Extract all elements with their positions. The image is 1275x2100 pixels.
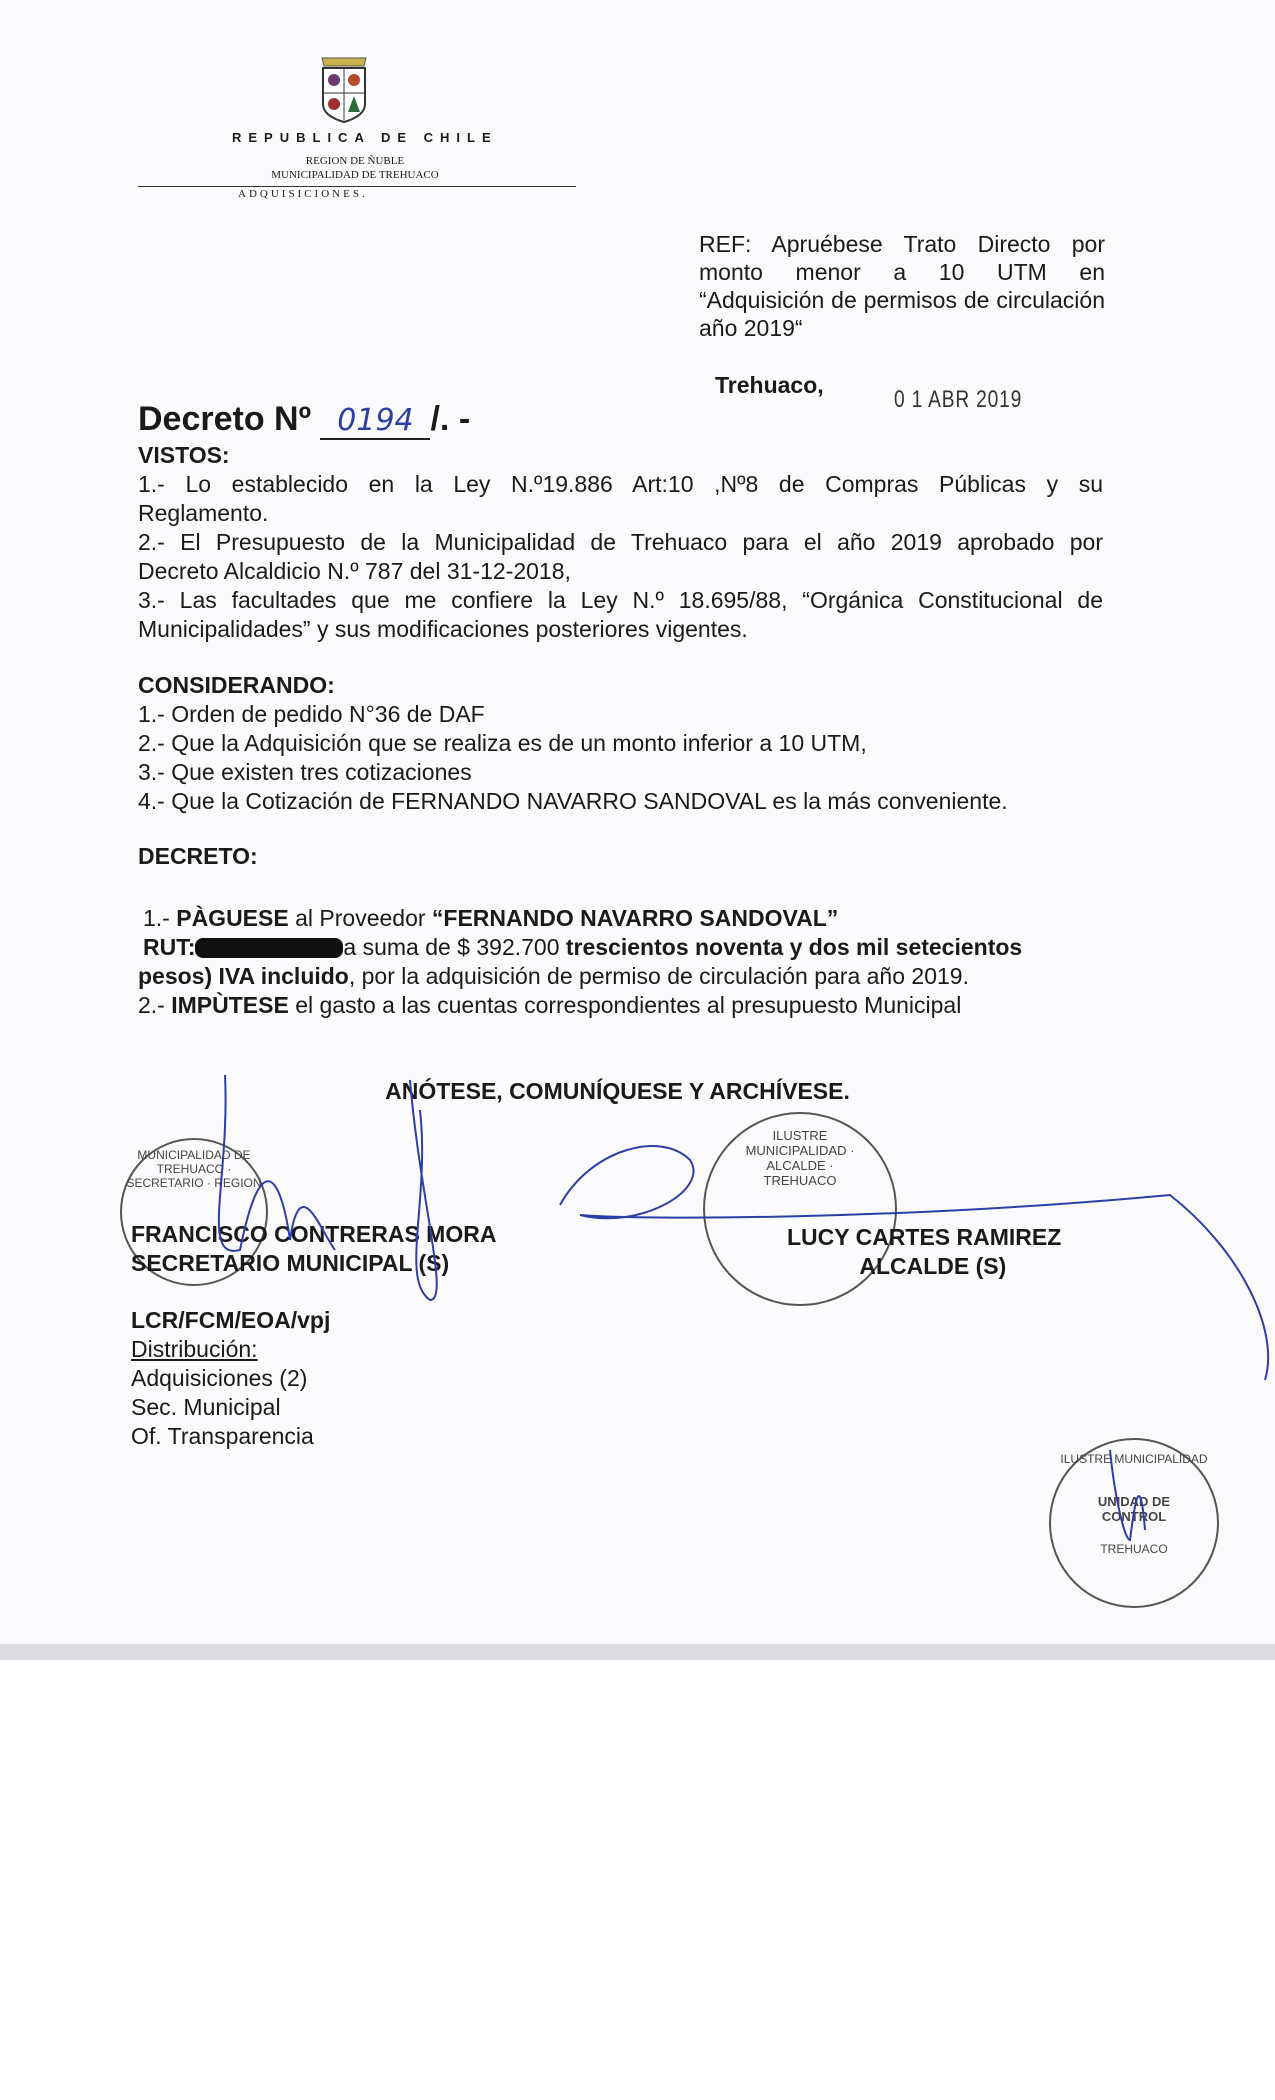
closing-text: ANÓTESE, COMUNÍQUESE Y ARCHÍVESE. [385,1078,850,1104]
place-label: Trehuaco, [715,372,824,398]
considerando-section [138,671,1103,816]
secretary-seal: MUNICIPALIDAD DE TREHUACO · SECRETARIO · REGION [120,1138,268,1286]
considerando-line: 3.- Que existen tres cotizaciones [138,759,472,785]
considerando-line: 4.- Que la Cotización de FERNANDO NAVARRO SANDOVAL es la más conveniente. [138,788,1008,814]
vistos-section [138,441,1103,644]
vistos-line: 3.- Las facultades que me confiere la Ley N.º 18.695/88, “Orgánica Constitucional de [138,587,1103,613]
decreto-body [138,904,1103,1020]
vistos-line: Reglamento. [138,500,269,526]
page-edge [0,1644,1275,1660]
decreto-line-3: pesos) IVA incluido, por la adquisición de permiso de circulación para año 2019. [138,963,969,989]
signer-name: LUCY CARTES RAMIREZ [787,1224,1062,1250]
redacted-rut [195,938,343,958]
considerando-line: 1.- Orden de pedido N°36 de DAF [138,701,485,727]
considerando-line: 2.- Que la Adquisición que se realiza es de un monto inferior a 10 UTM, [138,730,867,756]
distribution-item: Sec. Municipal [131,1394,281,1420]
control-seal: ILUSTRE MUNICIPALIDAD UNIDAD DE CONTROL TREHUACO [1049,1438,1219,1608]
decreto-section [138,842,1103,871]
signer-title: SECRETARIO MUNICIPAL (S) [131,1250,450,1276]
coat-of-arms-logo [318,54,370,124]
vistos-title: VISTOS: [138,442,230,468]
distribution-title: Distribución: [131,1336,258,1362]
country-header: REPUBLICA DE CHILE [232,130,498,145]
distribution-item: Of. Transparencia [131,1423,314,1449]
decree-number: 0194 [320,403,430,440]
header-divider [138,186,576,187]
municipality-header: MUNICIPALIDAD DE TREHUACO [271,169,439,181]
decree-suffix: /. - [430,400,471,438]
region-header: REGION DE ÑUBLE [305,155,405,167]
reference-text: REF: Apruébese Trato Directo por monto menor a 10 UTM en “Adquisición de permisos de circulación año 2019“ [699,231,1105,341]
decree-title [138,400,470,440]
vistos-line: Municipalidades” y sus modificaciones posteriores vigentes. [138,616,748,642]
date-stamp: 0 1 ABR 2019 [894,386,1023,413]
decreto-line-4: 2.- IMPÙTESE el gasto a las cuentas correspondientes al presupuesto Municipal [138,992,962,1018]
initials: LCR/FCM/EOA/vpj [131,1307,331,1333]
decreto-line-2: RUT: a suma de $ 392.700 trescientos noventa y dos mil setecientos [143,934,1023,960]
signature-secretary [131,1220,496,1278]
considerando-title: CONSIDERANDO: [138,672,335,698]
footer [131,1306,330,1451]
vistos-line: Decreto Alcaldicio N.º 787 del 31-12-2018, [138,558,571,584]
vistos-line: 2.- El Presupuesto de la Municipalidad de Trehuaco para el año 2019 aprobado por [138,529,1103,555]
signature-mayor [787,1223,1061,1281]
department-header: ADQUISICIONES. [238,188,368,200]
mayor-seal: ILUSTRE MUNICIPALIDAD · ALCALDE · TREHUACO [703,1112,897,1306]
decree-label: Decreto Nº [138,400,312,438]
distribution-item: Adquisiciones (2) [131,1365,308,1391]
signer-name: FRANCISCO CONTRERAS MORA [131,1221,497,1247]
vistos-line: 1.- Lo establecido en la Ley N.º19.886 Art:10 ,Nº8 de Compras Públicas y su [138,471,1103,497]
signer-title: ALCALDE (S) [859,1253,1007,1279]
decreto-title: DECRETO: [138,843,258,869]
decreto-line-1: 1.- PÀGUESE al Proveedor “FERNANDO NAVARRO SANDOVAL” [143,905,839,931]
